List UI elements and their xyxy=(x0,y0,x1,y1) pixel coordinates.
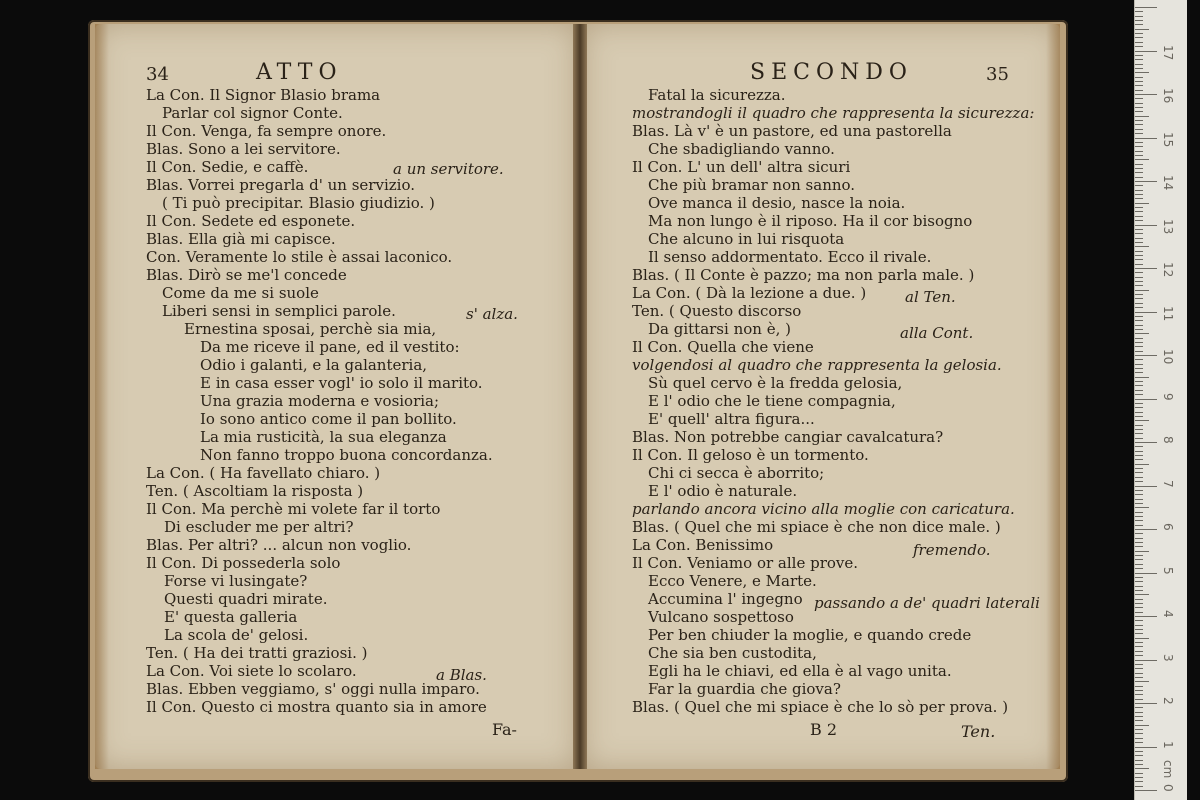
ruler-tick xyxy=(1135,259,1143,260)
ruler-tick xyxy=(1135,403,1143,404)
ruler-tick xyxy=(1135,124,1143,125)
ruler-tick xyxy=(1135,381,1143,382)
ruler-tick xyxy=(1135,225,1157,226)
ruler-tick xyxy=(1135,11,1143,12)
left-page-number: 34 xyxy=(146,64,169,85)
text-line: Blas. Non potrebbe cangiar cavalcatura? xyxy=(632,428,944,446)
text-line: Blas. Dirò se me'l concede xyxy=(146,266,347,284)
text-line: La mia rusticità, la sua eleganza xyxy=(200,428,447,446)
ruler-label: 13 xyxy=(1161,218,1175,234)
ruler-tick xyxy=(1135,507,1149,508)
text-line: E in casa esser vogl' io solo il marito. xyxy=(200,374,483,392)
ruler-tick xyxy=(1135,520,1143,521)
left-edge-stain xyxy=(95,24,109,769)
text-line: Ten. ( Ha dei tratti graziosi. ) xyxy=(146,644,368,662)
text-line: Il Con. Sedete ed esponete. xyxy=(146,212,356,230)
ruler-tick xyxy=(1135,177,1143,178)
ruler-tick xyxy=(1135,555,1143,556)
ruler-tick xyxy=(1135,712,1143,713)
text-line: Egli ha le chiavi, ed ella è al vago unita. xyxy=(648,662,952,680)
ruler-tick xyxy=(1135,203,1149,204)
ruler-tick xyxy=(1135,525,1143,526)
text-line: Far la guardia che giova? xyxy=(648,680,841,698)
right-page-header: SECONDO xyxy=(750,60,913,85)
ruler-tick xyxy=(1135,768,1149,769)
ruler-tick xyxy=(1135,703,1157,704)
ruler-label: 15 xyxy=(1161,131,1175,147)
text-line: Il Con. Questo ci mostra quanto sia in amore xyxy=(146,698,487,716)
text-line: ( Ti può precipitar. Blasio giudizio. ) xyxy=(162,194,435,212)
ruler-tick xyxy=(1135,68,1143,69)
signature-mark: B 2 xyxy=(810,720,838,739)
ruler-tick xyxy=(1135,24,1143,25)
text-line: Blas. Per altri? ... alcun non voglio. xyxy=(146,536,412,554)
ruler-tick xyxy=(1135,733,1143,734)
ruler-tick xyxy=(1135,333,1149,334)
ruler-tick xyxy=(1135,351,1143,352)
ruler-tick xyxy=(1135,72,1149,73)
text-line: Che sia ben custodita, xyxy=(648,644,817,662)
ruler-label: 4 xyxy=(1161,610,1175,618)
ruler-tick xyxy=(1135,590,1143,591)
ruler-tick xyxy=(1135,516,1143,517)
ruler-tick xyxy=(1135,242,1143,243)
ruler-tick xyxy=(1135,681,1149,682)
ruler-tick xyxy=(1135,668,1143,669)
text-line: La scola de' gelosi. xyxy=(164,626,309,644)
ruler-tick xyxy=(1135,251,1143,252)
text-line: E' quell' altra figura... xyxy=(648,410,815,428)
ruler-tick xyxy=(1135,755,1143,756)
ruler-tick xyxy=(1135,168,1143,169)
ruler-tick xyxy=(1135,194,1143,195)
ruler-tick xyxy=(1135,338,1143,339)
ruler-tick xyxy=(1135,359,1143,360)
ruler-tick xyxy=(1135,146,1143,147)
ruler-tick xyxy=(1135,707,1143,708)
text-line: Blas. Sono a lei servitore. xyxy=(146,140,341,158)
text-line: E l' odio è naturale. xyxy=(648,482,798,500)
ruler-tick xyxy=(1135,268,1157,269)
ruler-tick xyxy=(1135,686,1143,687)
ruler-tick xyxy=(1135,346,1143,347)
ruler-tick xyxy=(1135,316,1143,317)
ruler-tick xyxy=(1135,185,1143,186)
text-line: La Con. Il Signor Blasio brama xyxy=(146,86,381,104)
text-line: Che alcuno in lui risquota xyxy=(648,230,845,248)
ruler-tick xyxy=(1135,329,1143,330)
ruler-tick xyxy=(1135,607,1143,608)
ruler-tick xyxy=(1135,94,1157,95)
ruler-tick xyxy=(1135,586,1143,587)
ruler-tick xyxy=(1135,773,1143,774)
ruler-tick xyxy=(1135,416,1143,417)
text-line: La Con. Voi siete lo scolaro. xyxy=(146,662,357,680)
ruler-tick xyxy=(1135,699,1143,700)
ruler-tick xyxy=(1135,677,1143,678)
ruler-tick xyxy=(1135,625,1143,626)
text-line: E' questa galleria xyxy=(164,608,298,626)
stage-direction: s' alza. xyxy=(466,305,518,323)
ruler-tick xyxy=(1135,729,1143,730)
ruler-tick xyxy=(1135,412,1143,413)
ruler-tick xyxy=(1135,538,1143,539)
ruler-tick xyxy=(1135,472,1143,473)
ruler-tick xyxy=(1135,20,1143,21)
ruler-tick xyxy=(1135,372,1143,373)
ruler-tick xyxy=(1135,51,1157,52)
ruler-tick xyxy=(1135,277,1143,278)
ruler-tick xyxy=(1135,442,1157,443)
ruler-tick xyxy=(1135,764,1143,765)
ruler-tick xyxy=(1135,720,1143,721)
text-line: Blas. ( Il Conte è pazzo; ma non parla male. ) xyxy=(632,266,975,284)
ruler-tick xyxy=(1135,81,1143,82)
text-line: Blas. Ella già mi capisce. xyxy=(146,230,336,248)
text-line: Il Con. Ma perchè mi volete far il torto xyxy=(146,500,441,518)
ruler-tick xyxy=(1135,364,1143,365)
ruler-tick xyxy=(1135,786,1143,787)
text-line: volgendosi al quadro che rappresenta la gelosia. xyxy=(632,356,1002,374)
ruler-tick xyxy=(1135,233,1143,234)
text-line: mostrandogli il quadro che rappresenta la sicurezza: xyxy=(632,104,1035,122)
text-line: La Con. Benissimo xyxy=(632,536,774,554)
ruler-tick xyxy=(1135,142,1143,143)
text-line: Questi quadri mirate. xyxy=(164,590,328,608)
ruler-tick xyxy=(1135,694,1143,695)
ruler-tick xyxy=(1135,342,1143,343)
ruler-tick xyxy=(1135,229,1143,230)
ruler-label: 8 xyxy=(1161,436,1175,444)
right-page-number: 35 xyxy=(986,64,1009,85)
ruler-tick xyxy=(1135,564,1143,565)
ruler-tick xyxy=(1135,542,1143,543)
ruler-tick xyxy=(1135,385,1143,386)
right-catchword: Ten. xyxy=(961,722,996,741)
ruler-tick xyxy=(1135,312,1157,313)
ruler-tick xyxy=(1135,368,1143,369)
ruler-tick xyxy=(1135,129,1143,130)
ruler-tick xyxy=(1135,307,1143,308)
ruler-tick xyxy=(1135,320,1143,321)
ruler-label: 14 xyxy=(1161,175,1175,191)
stage-direction: al Ten. xyxy=(905,288,956,306)
ruler-tick xyxy=(1135,377,1149,378)
measurement-ruler xyxy=(1134,0,1187,800)
ruler-tick xyxy=(1135,503,1143,504)
text-line: Di escluder me per altri? xyxy=(164,518,354,536)
text-line: Odio i galanti, e la galanteria, xyxy=(200,356,428,374)
ruler-tick xyxy=(1135,490,1143,491)
ruler-tick xyxy=(1135,738,1143,739)
ruler-tick xyxy=(1135,33,1143,34)
ruler-tick xyxy=(1135,451,1143,452)
ruler-tick xyxy=(1135,651,1143,652)
ruler-tick xyxy=(1135,98,1143,99)
ruler-tick xyxy=(1135,716,1143,717)
ruler-tick xyxy=(1135,429,1143,430)
ruler-tick xyxy=(1135,603,1143,604)
ruler-tick xyxy=(1135,646,1143,647)
ruler-tick xyxy=(1135,464,1149,465)
ruler-tick xyxy=(1135,459,1143,460)
ruler-tick xyxy=(1135,620,1143,621)
text-line: Ernestina sposai, perchè sia mia, xyxy=(184,320,437,338)
ruler-tick xyxy=(1135,172,1143,173)
ruler-tick xyxy=(1135,116,1149,117)
stage-direction: a Blas. xyxy=(436,666,487,684)
ruler-tick xyxy=(1135,138,1157,139)
left-catchword: Fa- xyxy=(492,720,517,739)
ruler-tick xyxy=(1135,59,1143,60)
text-line: Il Con. L' un dell' altra sicuri xyxy=(632,158,851,176)
ruler-tick xyxy=(1135,551,1149,552)
text-line: Blas. Là v' è un pastore, ed una pastorella xyxy=(632,122,952,140)
ruler-tick xyxy=(1135,220,1143,221)
ruler-tick xyxy=(1135,633,1143,634)
ruler-tick xyxy=(1135,512,1143,513)
stage-direction: passando a de' quadri laterali xyxy=(814,594,1040,612)
text-line: Liberi sensi in semplici parole. xyxy=(162,302,396,320)
ruler-tick xyxy=(1135,181,1157,182)
ruler-tick xyxy=(1135,216,1143,217)
ruler-tick xyxy=(1135,64,1143,65)
book-gutter xyxy=(573,24,587,769)
ruler-tick xyxy=(1135,29,1149,30)
ruler-tick xyxy=(1135,285,1143,286)
ruler-tick xyxy=(1135,46,1143,47)
ruler-tick xyxy=(1135,16,1143,17)
ruler-label: 10 xyxy=(1161,349,1175,365)
ruler-tick xyxy=(1135,546,1143,547)
ruler-tick xyxy=(1135,55,1143,56)
ruler-tick xyxy=(1135,655,1143,656)
ruler-tick xyxy=(1135,355,1157,356)
ruler-tick xyxy=(1135,77,1143,78)
ruler-tick xyxy=(1135,390,1143,391)
text-line: La Con. ( Ha favellato chiaro. ) xyxy=(146,464,381,482)
text-line: Che più bramar non sanno. xyxy=(648,176,856,194)
ruler-tick xyxy=(1135,420,1149,421)
ruler-label: 11 xyxy=(1161,305,1175,321)
ruler-tick xyxy=(1135,272,1143,273)
ruler-tick xyxy=(1135,90,1143,91)
ruler-tick xyxy=(1135,281,1143,282)
ruler-tick xyxy=(1135,103,1143,104)
ruler-tick xyxy=(1135,742,1143,743)
text-line: Ma non lungo è il riposo. Ha il cor bisogno xyxy=(648,212,973,230)
text-line: Da gittarsi non è, ) xyxy=(648,320,791,338)
text-line: Ove manca il desio, nasce la noia. xyxy=(648,194,906,212)
text-line: Il Con. Veniamo or alle prove. xyxy=(632,554,859,572)
ruler-tick xyxy=(1135,599,1143,600)
ruler-tick xyxy=(1135,190,1143,191)
ruler-tick xyxy=(1135,446,1143,447)
ruler-tick xyxy=(1135,660,1157,661)
ruler-tick xyxy=(1135,133,1143,134)
ruler-tick xyxy=(1135,155,1143,156)
ruler-tick xyxy=(1135,494,1143,495)
ruler-tick xyxy=(1135,616,1157,617)
ruler-tick xyxy=(1135,198,1143,199)
ruler-tick xyxy=(1135,246,1149,247)
left-page-header: ATTO xyxy=(256,60,343,85)
ruler-tick xyxy=(1135,612,1143,613)
stage-direction: fremendo. xyxy=(913,541,991,559)
ruler-tick xyxy=(1135,303,1143,304)
ruler-tick xyxy=(1135,151,1143,152)
ruler-tick xyxy=(1135,294,1143,295)
ruler-label: 1 xyxy=(1161,740,1175,749)
text-line: Accumina l' ingegno xyxy=(648,590,803,608)
text-line: Blas. ( Quel che mi spiace è che lo sò per prova. ) xyxy=(632,698,1009,716)
text-line: Il Con. Di possederla solo xyxy=(146,554,341,572)
ruler-tick xyxy=(1135,455,1143,456)
ruler-tick xyxy=(1135,481,1143,482)
ruler-tick xyxy=(1135,760,1143,761)
ruler-tick xyxy=(1135,533,1143,534)
ruler-tick xyxy=(1135,255,1143,256)
ruler-label: 2 xyxy=(1161,697,1175,705)
ruler-tick xyxy=(1135,207,1143,208)
text-line: Il Con. Sedie, e caffè. xyxy=(146,158,309,176)
ruler-tick xyxy=(1135,559,1143,560)
ruler-tick xyxy=(1135,777,1143,778)
text-line: Io sono antico come il pan bollito. xyxy=(200,410,457,428)
ruler-tick xyxy=(1135,486,1157,487)
ruler-tick xyxy=(1135,159,1149,160)
ruler-tick xyxy=(1135,394,1143,395)
ruler-tick xyxy=(1135,594,1149,595)
text-line: Una grazia moderna e vosioria; xyxy=(200,392,440,410)
text-line: Il Con. Quella che viene xyxy=(632,338,814,356)
text-line: Sù quel cervo è la fredda gelosia, xyxy=(648,374,903,392)
ruler-tick xyxy=(1135,468,1143,469)
ruler-tick xyxy=(1135,164,1143,165)
text-line: Forse vi lusingate? xyxy=(164,572,308,590)
text-line: Come da me si suole xyxy=(162,284,319,302)
text-line: Ten. ( Questo discorso xyxy=(632,302,802,320)
ruler-tick xyxy=(1135,290,1149,291)
ruler-label: 7 xyxy=(1161,479,1175,488)
ruler-tick xyxy=(1135,42,1143,43)
ruler-tick xyxy=(1135,298,1143,299)
text-line: Vulcano sospettoso xyxy=(648,608,794,626)
ruler-tick xyxy=(1135,120,1143,121)
ruler-tick xyxy=(1135,529,1157,530)
ruler-tick xyxy=(1135,642,1143,643)
ruler-tick xyxy=(1135,425,1143,426)
ruler-label: 3 xyxy=(1161,653,1175,662)
text-line: parlando ancora vicino alla moglie con caricatura. xyxy=(632,500,1015,518)
ruler-tick xyxy=(1135,407,1143,408)
ruler-label: 12 xyxy=(1161,262,1175,278)
ruler-tick xyxy=(1135,399,1157,400)
ruler-tick xyxy=(1135,751,1143,752)
ruler-tick xyxy=(1135,781,1143,782)
ruler-tick xyxy=(1135,325,1143,326)
ruler-tick xyxy=(1135,664,1143,665)
text-line: Parlar col signor Conte. xyxy=(162,104,343,122)
text-line: Ten. ( Ascoltiam la risposta ) xyxy=(146,482,364,500)
text-line: Fatal la sicurezza. xyxy=(648,86,786,104)
ruler-tick xyxy=(1135,577,1143,578)
text-line: Da me riceve il pane, ed il vestito: xyxy=(200,338,460,356)
ruler-tick xyxy=(1135,638,1149,639)
ruler-tick xyxy=(1135,433,1143,434)
ruler-tick xyxy=(1135,499,1143,500)
stage-direction: a un servitore. xyxy=(393,160,504,178)
ruler-label: 9 xyxy=(1161,392,1175,401)
ruler-tick xyxy=(1135,238,1143,239)
ruler-label: 6 xyxy=(1161,523,1175,531)
ruler-tick xyxy=(1135,438,1143,439)
ruler-tick xyxy=(1135,573,1157,574)
ruler-tick xyxy=(1135,211,1143,212)
text-line: Blas. ( Quel che mi spiace è che non dice male. ) xyxy=(632,518,1001,536)
ruler-tick xyxy=(1135,477,1143,478)
stage-direction: alla Cont. xyxy=(900,324,974,342)
text-line: Ecco Venere, e Marte. xyxy=(648,572,817,590)
ruler-label: 17 xyxy=(1161,44,1175,60)
ruler-label: 5 xyxy=(1161,566,1175,575)
text-line: La Con. ( Dà la lezione a due. ) xyxy=(632,284,867,302)
ruler-tick xyxy=(1135,673,1143,674)
ruler-label: 0 xyxy=(1161,784,1175,792)
text-line: E l' odio che le tiene compagnia, xyxy=(648,392,896,410)
ruler-tick xyxy=(1135,581,1143,582)
text-line: Che sbadigliando vanno. xyxy=(648,140,835,158)
text-line: Blas. Vorrei pregarla d' un servizio. xyxy=(146,176,415,194)
ruler-tick xyxy=(1135,725,1149,726)
ruler-tick xyxy=(1135,629,1143,630)
ruler-tick xyxy=(1135,107,1143,108)
ruler-tick xyxy=(1135,568,1143,569)
ruler-tick xyxy=(1135,37,1143,38)
ruler-tick xyxy=(1135,690,1143,691)
ruler-tick xyxy=(1135,264,1143,265)
text-line: Non fanno troppo buona concordanza. xyxy=(200,446,493,464)
ruler-tick xyxy=(1135,7,1157,8)
text-line: Per ben chiuder la moglie, e quando crede xyxy=(648,626,972,644)
text-line: Il senso addormentato. Ecco il rivale. xyxy=(648,248,932,266)
ruler-tick xyxy=(1135,790,1157,791)
text-line: Il Con. Venga, fa sempre onore. xyxy=(146,122,387,140)
text-line: Con. Veramente lo stile è assai laconico. xyxy=(146,248,453,266)
ruler-unit: cm xyxy=(1161,760,1175,779)
ruler-tick xyxy=(1135,111,1143,112)
ruler-label: 16 xyxy=(1161,88,1175,104)
ruler-tick xyxy=(1135,85,1143,86)
text-line: Il Con. Il geloso è un tormento. xyxy=(632,446,869,464)
right-edge-stain xyxy=(1046,24,1060,769)
text-line: Chi ci secca è aborrito; xyxy=(648,464,825,482)
text-line: Blas. Ebben veggiamo, s' oggi nulla imparo. xyxy=(146,680,480,698)
ruler-tick xyxy=(1135,747,1157,748)
